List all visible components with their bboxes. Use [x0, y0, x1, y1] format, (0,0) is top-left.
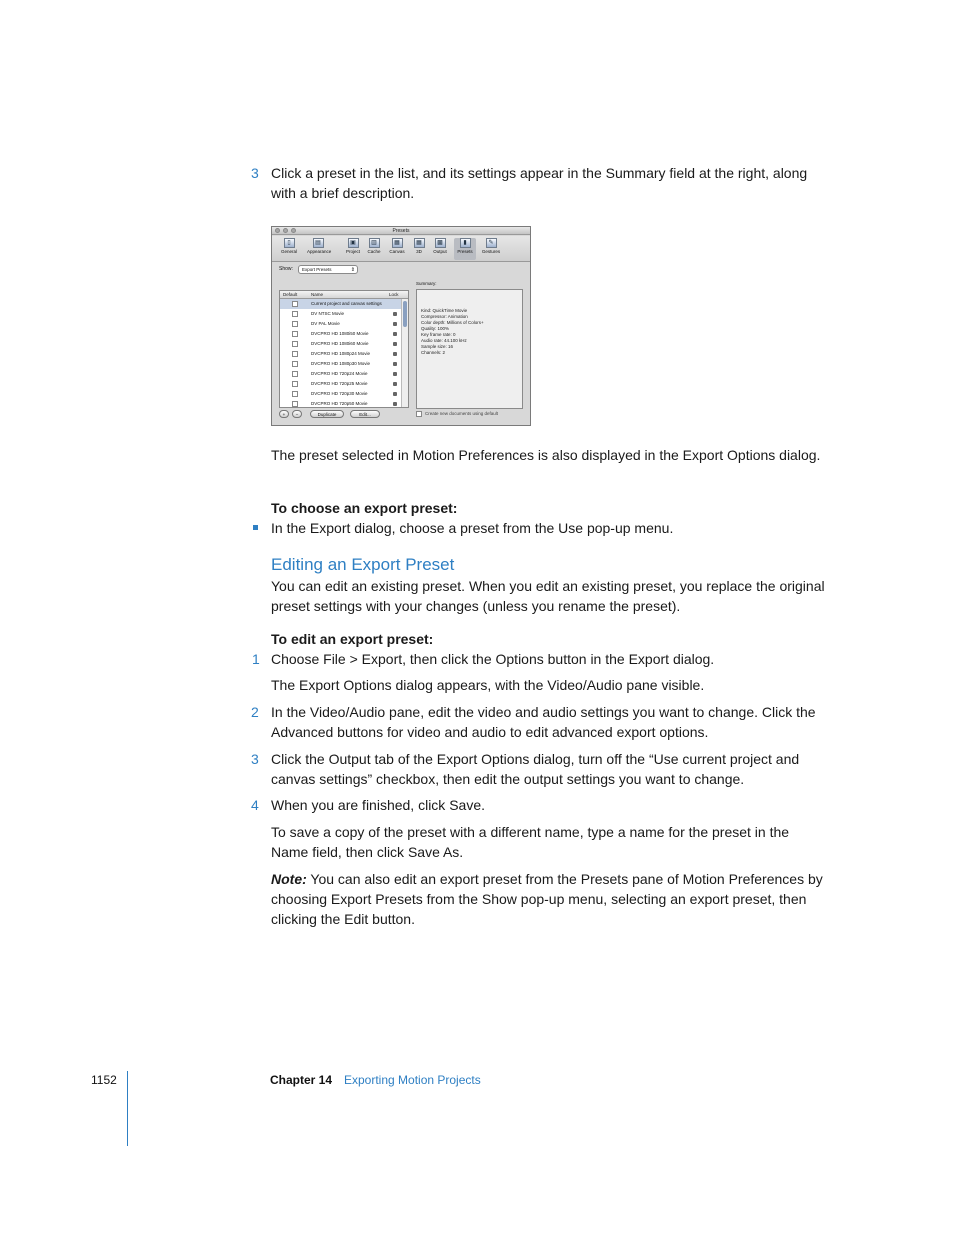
step-number: 4 — [251, 797, 259, 813]
tool-appearance: ▤ Appearance — [307, 240, 332, 254]
tool-general: ▯ General — [280, 240, 297, 254]
list-item: DVCPRO HD 1080i50 Movie — [280, 329, 401, 339]
gestures-icon: ✎ — [486, 238, 497, 248]
project-icon: ▣ — [348, 238, 359, 248]
default-checkbox — [292, 321, 298, 327]
default-checkbox — [292, 341, 298, 347]
3d-icon: ▦ — [414, 238, 425, 248]
show-label: Show: — [279, 266, 293, 272]
step-text: Click the Output tab of the Export Options dialog, turn off the “Use current project and canvas settings” checkbox, then edit the output settings you want to change. — [271, 751, 800, 787]
tool-cache: ▥ Cache — [367, 240, 381, 254]
popup-arrows-icon: ⇕ — [350, 267, 355, 273]
remove-preset-button: − — [292, 410, 302, 418]
list-item: DVCPRO HD 720p30 Movie — [280, 389, 401, 399]
lock-icon — [393, 372, 397, 376]
default-checkbox — [292, 391, 298, 397]
presets-icon: ▮ — [460, 238, 471, 248]
step-number: 2 — [251, 704, 259, 720]
summary-label: Summary: — [416, 281, 437, 286]
tool-presets: ▮ Presets — [454, 238, 476, 260]
window-title: Presets — [392, 228, 410, 234]
list-item: DVCPRO HD 720p50 Movie — [280, 399, 401, 407]
step-detail: The Export Options dialog appears, with the Video/Audio pane visible. — [271, 677, 705, 693]
page-number: 1152 — [91, 1073, 117, 1087]
list-header: Default Name Lock — [280, 291, 408, 299]
section-intro: You can edit an existing preset. When you edit an existing preset, you replace the original preset settings with your changes (unless you rename the preset). — [271, 578, 825, 614]
tool-3d: ▦ 3D — [408, 238, 430, 260]
add-preset-button: + — [279, 410, 289, 418]
list-item: DVCPRO HD 1080p30 Movie — [280, 359, 401, 369]
default-checkbox — [292, 301, 298, 307]
default-checkbox — [292, 381, 298, 387]
section-title: Editing an Export Preset — [271, 555, 455, 574]
list-item: DVCPRO HD 1080p24 Movie — [280, 349, 401, 359]
default-checkbox — [292, 351, 298, 357]
footer-rule — [127, 1071, 128, 1146]
edit-preset-heading: To edit an export preset: — [271, 631, 434, 647]
tool-canvas: ▦ Canvas — [389, 240, 405, 254]
list-item: DVCPRO HD 720p24 Movie — [280, 369, 401, 379]
tool-output: ▩ Output — [433, 240, 447, 254]
bullet-text: In the Export dialog, choose a preset from the Use pop-up menu. — [271, 520, 674, 536]
canvas-icon: ▦ — [392, 238, 403, 248]
lock-icon — [393, 392, 397, 396]
note-text: You can also edit an export preset from the Presets pane of Motion Preferences by choosing Export Presets from the Show pop-up menu, selecting an export preset, then clicking the Edit button. — [271, 871, 823, 927]
create-new-checkbox — [416, 411, 422, 417]
duplicate-button: Duplicate — [310, 410, 344, 418]
step-number: 1 — [252, 651, 260, 667]
paragraph: The preset selected in Motion Preferences is also displayed in the Export Options dialog. — [271, 447, 821, 463]
step-text: In the Video/Audio pane, edit the video and audio settings you want to change. Click the Advanced buttons for video and audio to edit advanced export options. — [271, 704, 816, 740]
step-text: Click a preset in the list, and its settings appear in the Summary field at the right, along with a brief description. — [271, 165, 808, 201]
chapter-title: Exporting Motion Projects — [344, 1073, 481, 1087]
presets-list — [279, 290, 409, 408]
lock-icon — [393, 402, 397, 406]
list-item: DVCPRO HD 1080i60 Movie — [280, 339, 401, 349]
note-label: Note: — [271, 871, 307, 887]
lock-icon — [393, 322, 397, 326]
step-number: 3 — [251, 751, 259, 767]
step-text: When you are finished, click Save. — [271, 797, 485, 813]
chapter-label: Chapter 14 — [270, 1073, 333, 1087]
default-checkbox — [292, 331, 298, 337]
step-detail: To save a copy of the preset with a different name, type a name for the preset in the Name field, then click Save As. — [271, 824, 790, 860]
list-item: DV PAL Movie — [280, 319, 401, 329]
bullet-icon — [253, 525, 258, 530]
choose-preset-heading: To choose an export preset: — [271, 500, 458, 516]
tool-project: ▣ Project — [345, 240, 360, 254]
note-paragraph — [271, 869, 826, 929]
create-new-label: Create new documents using default — [425, 411, 499, 416]
lock-icon — [393, 312, 397, 316]
lock-icon — [393, 332, 397, 336]
cache-icon: ▥ — [369, 238, 380, 248]
tool-gestures: ✎ Gestures — [481, 240, 501, 254]
window-titlebar — [272, 227, 530, 235]
preferences-toolbar — [272, 236, 530, 262]
list-item: DVCPRO HD 720p25 Movie — [280, 379, 401, 389]
default-checkbox — [292, 361, 298, 367]
lock-icon — [393, 342, 397, 346]
lock-icon — [393, 352, 397, 356]
scrollbar-thumb — [403, 301, 407, 327]
step-text: Choose File > Export, then click the Options button in the Export dialog. — [271, 651, 715, 667]
general-icon: ▯ — [284, 238, 295, 248]
appearance-icon: ▤ — [313, 238, 324, 248]
step-number: 3 — [251, 165, 259, 181]
edit-button: Edit... — [350, 410, 380, 418]
default-checkbox — [292, 371, 298, 377]
presets-window-screenshot — [271, 226, 531, 426]
summary-field: Kind: QuickTime Movie Compressor: Animation Color depth: Millions of Colors+ Quality: 100% Key frame rate: 0 Audio rate: 44.100 kHz Sample size: 16 Channels: 2 — [416, 289, 523, 409]
list-scrollbar — [401, 299, 408, 407]
output-icon: ▩ — [435, 238, 446, 248]
lock-icon — [393, 362, 397, 366]
list-item: Current project and canvas settings — [280, 299, 401, 309]
list-item: DV NTSC Movie — [280, 309, 401, 319]
default-checkbox — [292, 401, 298, 407]
default-checkbox — [292, 311, 298, 317]
show-popup: Export Presets ⇕ — [298, 265, 358, 274]
lock-icon — [393, 382, 397, 386]
